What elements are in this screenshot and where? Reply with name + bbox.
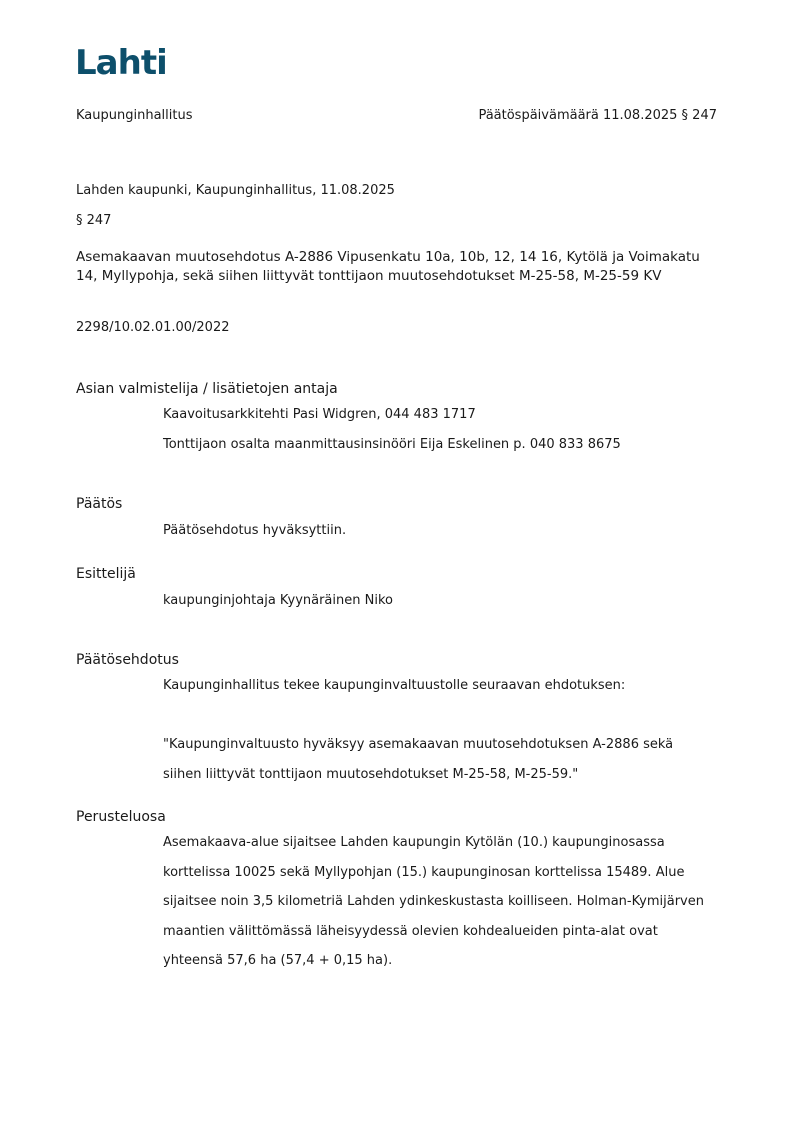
rationale-text: Asemakaava-alue sijaitsee Lahden kaupungin Kytölän (10.) kaupunginosassa korttelissa 10025 sekä Myllypohjan (15.) kaupunginosan korttelissa 15489. Alue sijaitsee noin 3,5 kilometriä Lahden ydinkeskustasta koilliseen. Holman-Kymijärven maantien välittömässä läheisyydessä olevien kohdealueiden pinta-alat ovat yhteensä 57,6 ha (57,4 + 0,15 ha). <box>163 835 704 968</box>
meeting-line: Lahden kaupunki, Kaupunginhallitus, 11.08.2025 <box>76 183 395 198</box>
preparer-line-2: Tonttijaon osalta maanmittausinsinööri Eija Eskelinen p. 040 833 8675 <box>163 437 621 452</box>
rationale-heading: Perusteluosa <box>76 809 166 825</box>
section-number: § 247 <box>76 213 112 228</box>
presenter-heading: Esittelijä <box>76 566 136 582</box>
proposal-quote-line-1: "Kaupunginvaltuusto hyväksyy asemakaavan muutosehdotuksen A-2886 sekä <box>163 737 674 752</box>
proposal-intro: Kaupunginhallitus tekee kaupunginvaltuustolle seuraavan ehdotuksen: <box>163 678 626 693</box>
lahti-logo: Lahti <box>75 43 167 83</box>
preparer-heading: Asian valmistelija / lisätietojen antaja <box>76 381 338 397</box>
decision-text: Päätösehdotus hyväksyttiin. <box>163 523 347 538</box>
proposal-heading: Päätösehdotus <box>76 652 179 668</box>
proposal-quote-line-2: siihen liittyvät tonttijaon muutosehdotukset M-25-58, M-25-59." <box>163 767 579 782</box>
decision-date-reference: Päätöspäivämäärä 11.08.2025 § 247 <box>478 108 717 123</box>
preparer-line-1: Kaavoitusarkkitehti Pasi Widgren, 044 483 1717 <box>163 407 476 422</box>
presenter-text: kaupunginjohtaja Kyynäräinen Niko <box>163 593 393 608</box>
organ-name: Kaupunginhallitus <box>76 108 193 123</box>
document-title: Asemakaavan muutosehdotus A-2886 Vipusenkatu 10a, 10b, 12, 14 16, Kytölä ja Voimakatu 14, Myllypohja, sekä siihen liittyvät tonttijaon muutosehdotukset M-25-58, M-25-59 KV <box>76 249 700 284</box>
decision-heading: Päätös <box>76 496 123 512</box>
record-number: 2298/10.02.01.00/2022 <box>76 320 230 335</box>
